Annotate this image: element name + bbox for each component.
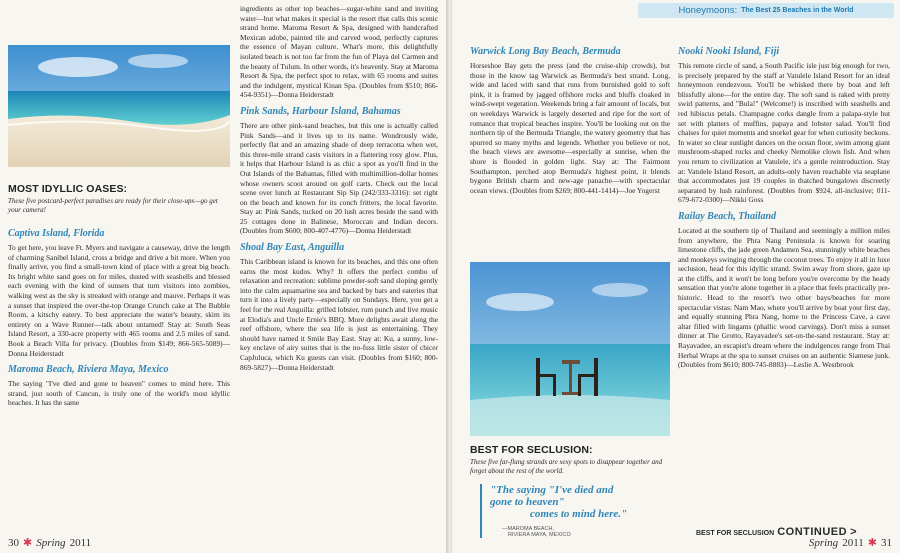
heading-maroma: Maroma Beach, Riviera Maya, Mexico — [8, 364, 169, 376]
heading-warwick: Warwick Long Bay Beach, Bermuda — [470, 46, 621, 57]
seclusion-intro — [470, 444, 670, 475]
banner-subtitle: The Best 25 Beaches in the World — [741, 7, 854, 14]
pull-quote-line-3: comes to mind here." — [530, 508, 628, 520]
page-number-right: 31 — [881, 536, 892, 549]
body-maroma-cont: ingredients as other top beaches—sugar-white sand and inviting water—but what makes it special is the resort that calls this scenic strand home. Maroma Resort & Spa, designed with handcrafted Mexican adobe, painted tile and carved wood, perfectly captures the essence of Mayan culture. What's more, this delightfully isolated beach is not too far from the fun of Playa del Carmen and the beauty of Tulum. In other words, it's heavenly. Stay at Maroma Resort & Spa, the perfect spot to relax, with 65 rooms and suites and the indulgent, mystical Kinan Spa. (Doubles from $510; 866-454-9351)—Donna Heiderstadt — [240, 4, 438, 100]
heading-pink-sands: Pink Sands, Harbour Island, Bahamas — [240, 105, 401, 117]
pull-quote — [480, 484, 676, 538]
right-column-2 — [678, 46, 890, 370]
left-column-2 — [240, 4, 438, 372]
pull-quote-credit-2: RIVIERA MAYA, MEXICO — [508, 532, 571, 538]
issue-year-right: 2011 — [842, 536, 864, 549]
star-icon: ✱ — [23, 537, 33, 549]
body-captiva: To get here, you leave Ft. Myers and navigate a causeway, drive the length of charming Sanibel Island, cross a bridge and drive a bit more. When you finally arrive, you find a small-town kind of place with a great big beach. Its bright white sand goes on for miles, dusted with seashells and blessed each evening with the kind of sunsets that turn visitors into zombies, walking west as the sky is streaked with orange and mauve. Perhaps it was a sunset that inspired the over-the-top Orange Crunch cake at The Bubble Room, a kitschy eatery. To best appreciate the water's beauty, skim its entirety on a Wave Runner—talk about untamed! Stay at: South Seas Island Resort, a 330-acre property with 465 rooms and 2.5 miles of sand. Book a Beach Villa for privacy. (Doubles from $149; 866-565-5089)—Donna Heiderstadt — [8, 243, 230, 358]
pull-quote-credit-1: —MAROMA BEACH, — [502, 526, 554, 532]
heading-captiva: Captiva Island, Florida — [8, 228, 105, 239]
star-icon: ✱ — [867, 537, 877, 549]
issue-season-right: Spring — [808, 536, 839, 549]
beach-photo — [8, 45, 230, 167]
pull-quote-line-2: gone to heaven" — [490, 496, 565, 508]
body-shoal-bay: This Caribbean island is known for its beaches, and this one often earns the most kudos. Why? It offers the perfect combo of relaxation and recreation: sublime powder-soft sand sloping gently into the calm aquamarine sea and backed by bars and eateries that turn it into a lively party—especially on Sundays. Here, you get a feel for the real Anguilla: grilled lobster, rum punch and live music at Elodia's and Uncle Ernie's BBQ. More delights await along the reef offshore, where the sea life is just as entertaining. They should have named it Smile Bay East. Stay at: Ku, a sunny, low-key enclave of airy suites that is the no-fuss little sister of chicer CapJuluca, which Ku guests can visit. (Doubles from $160; 800-869-5827)—Donna Heiderstadt — [240, 257, 438, 372]
heading-railay: Railay Beach, Thailand — [678, 210, 777, 222]
seclusion-photo — [470, 262, 670, 436]
heading-nooki: Nooki Nooki Island, Fiji — [678, 46, 780, 57]
right-column-1 — [470, 46, 670, 195]
right-folio — [809, 536, 892, 549]
pull-quote-line-1: "The saying "I've died and — [490, 484, 614, 496]
continued-label: BEST FOR SECLUSION — [696, 530, 775, 537]
section-title-idyllic: MOST IDYLLIC OASES: — [8, 183, 128, 195]
body-maroma: The saying "I've died and gone to heaven" comes to mind here. This strand, just south of Cancun, is truly one of the world's most idyllic beaches. It has the same — [8, 379, 230, 408]
body-railay: Located at the southern tip of Thailand and seemingly a million miles from anywhere, the Phra Nang Peninsula is known for soaring limestone cliffs, the jade green Andamen Sea, stunningly white beaches and monkeys swinging through the coconut trees. To enjoy it all in luxe seclusion, head for this idyllic strand. Swim away from shore, gaze up at the cliffs, and it won't be long before you're overcome by the heady sensation that you're alone together in a place that feels practically pre-historic. Head to the resort's two other bays/beaches for more spectacular vistas: Nam Mao, where you'll arrive by boat your first day, and equally stunning Phra Nang, home to the Princess Cave, a cave altar filled with lingams (phallic wood carvings). Don't miss a sunset dinner at The Grotto, Rayavadee's set-on-the-sand restaurant. Stay at: Rayavadee, an escapist's dream where the indulgences range from Thai Herbal Wraps at the spa to sunset cruises on an authentic Siamese junk. (Doubles from $610; 800-745-8883)—Leslie A. Westbrook — [678, 225, 890, 370]
left-folio — [8, 536, 91, 549]
page-number-left: 30 — [8, 536, 19, 549]
right-page — [452, 0, 900, 553]
banner-brand: Honeymoons: — [678, 5, 738, 16]
section-banner — [638, 3, 894, 18]
issue-year-left: 2011 — [69, 536, 92, 549]
section-title-seclusion: BEST FOR SECLUSION: — [470, 444, 593, 456]
continued-word: CONTINUED — [777, 526, 848, 538]
left-page — [0, 0, 448, 553]
section-sub-idyllic: These five postcard-perfect paradises are ready for their close-ups—go get your camera! — [8, 197, 218, 214]
body-nooki: This remote circle of sand, a South Pacific isle just big enough for two, is precisely prepared by the staff at Vatulele Island Resort for an ideal honeymoon rendezvous. You'll be whisked there by boat and left blissfully alone—for the entire day. The soft sand is raked with pretty swirl patterns, and "Bula!" (Welcome!) is inscribed with seashells and red hibiscus petals. Champagne corks dangle from a palapa-style hut set with platters of muffins, papaya and lobster salad. You'll find chaises for quiet moments and snorkel gear for when curiosity beckons. In water so clear sunlight dances on the ocean floor, swim among giant mushroom-shaped rocks and cheeky Nemolike clown fish. And when you return to civilization at Vatulele, it's a gentle reintroduction. Stay at: Vatulele Island Resort, an adults-only haven reachable via seaplane that accommodates just 19 couples in thatched bungalows discreetly separated by lush rainforest. (Doubles from $924, all-inclusive; 011-679-672-0300)—Nikki Goss — [678, 61, 891, 205]
left-column-1 — [8, 0, 230, 408]
body-warwick: Horseshoe Bay gets the press (and the cruise-ship crowds), but those in the know tag Warwick as Bermuda's best strand. Long, wide and laced with sand that runs from burnished gold to soft pink, it is framed by jagged offshore rocks and bluffs cloaked in wind-swept vegetation. Weekends bring a fair amount of locals, but on weekdays Warwick is largely deserted and ripe for the sort of romance that tropical beaches inspire. You'll be looking out on the northern tip of the Bermuda Triangle, the watery geometry that has spurred so many myths and legends. Whether you believe or not, the beach views are awesome—especially at sunrise, when the shore is flooded in golden light. Stay at: The Fairmont Southampton, perched atop Bermuda's highest point, it blends bygone British charm and new-age panache—with spectacular ocean views. (Doubles from $269; 800-441-1414)—Joe Yogerst — [470, 61, 670, 195]
body-pink-sands: There are other pink-sand beaches, but this one is actually called Pink Sands—and it lives up to its name. Wondrously wide, perfectly flat and an amazing shade of deep terracotta when wet, this three-mile strand casts visitors in a flattering rosy glow. Plus, it helps that Harbour Island is as chic a spot as you'll find in the Out Islands of the Bahamas, filled with multimillion-dollar homes whose owners scoot around on golf carts. Check out the local scene over lunch at Restaurant Sip Sip (242/333-3316): set right on the beach and known for its conch fritters, the local favorite. Stay at: Pink Sands, tucked on 20 lush acres beside the sand with 25 cottages done in Balinese, Moroccan and Indian decors. (Doubles from $600; 800-407-4776)—Donna Heiderstadt — [240, 120, 438, 236]
continued-arrow-icon: > — [850, 526, 858, 538]
issue-season-left: Spring — [36, 536, 66, 549]
section-sub-seclusion: These five far-flung strands are sexy spots to disappear together and forget about the rest of the world. — [470, 458, 663, 475]
heading-shoal-bay: Shoal Bay East, Anguilla — [240, 242, 345, 254]
